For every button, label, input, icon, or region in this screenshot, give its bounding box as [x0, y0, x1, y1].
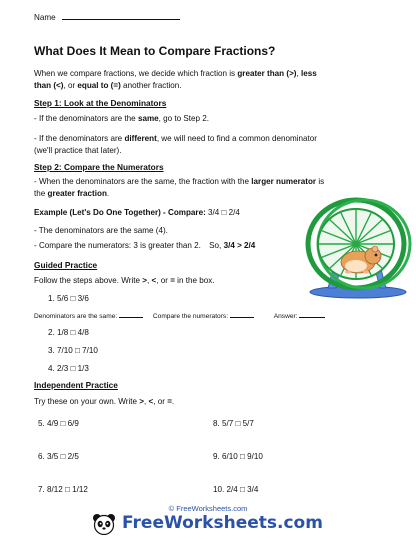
step1-text: - If the denominators are — [34, 134, 125, 143]
step2-heading: Step 2: Compare the Numerators — [34, 162, 164, 172]
intro-greater: greater than (>) — [237, 69, 297, 78]
helper-denominators-label: Denominators are the same: — [34, 313, 118, 320]
guided-text: , or — [156, 276, 171, 285]
guided-text: Follow the steps above. Write — [34, 276, 143, 285]
intro-equal: equal to (=) — [77, 81, 121, 90]
helper-denominators-blank[interactable] — [119, 311, 143, 318]
independent-item-5: 5. 4/9 □ 6/9 — [38, 419, 79, 428]
name-label: Name — [34, 13, 56, 22]
helper-answer-blank[interactable] — [299, 311, 325, 318]
footer-logo-text: FreeWorksheets.com — [122, 513, 323, 533]
example-line-1: - The denominators are the same (4). — [34, 226, 168, 235]
guided-text: in the box. — [174, 276, 215, 285]
intro-text: When we compare fractions, we decide which fraction is — [34, 69, 238, 78]
example-problem: 3/4 □ 2/4 — [208, 208, 240, 217]
step1-different: different — [124, 134, 157, 143]
footer-copyright[interactable]: © FreeWorksheets.com — [168, 504, 248, 513]
name-blank[interactable] — [62, 11, 180, 20]
independent-heading: Independent Practice — [34, 380, 118, 390]
panda-logo-icon — [92, 513, 116, 535]
independent-text: , — [144, 397, 149, 406]
step1-line-3: (we'll practice that later). — [34, 146, 122, 155]
independent-instructions — [34, 396, 174, 408]
step1-text: - If the denominators are the — [34, 114, 138, 123]
example-answer: 3/4 > 2/4 — [223, 241, 256, 250]
step2-greater-fraction: greater fraction — [47, 189, 107, 198]
guided-item-3: 3. 7/10 □ 7/10 — [48, 346, 98, 355]
step2-text: is — [316, 177, 325, 186]
symbol-equal: = — [167, 397, 172, 406]
symbol-less: < — [148, 397, 154, 406]
step1-line-2 — [34, 133, 317, 145]
guided-text: , — [147, 276, 152, 285]
example-text: - Compare the numerators: 3 is greater than 2. — [34, 241, 201, 250]
footer-logo[interactable] — [92, 512, 324, 536]
independent-text: . — [171, 397, 175, 406]
guided-helper-row — [34, 311, 325, 322]
independent-text: Try these on your own. Write — [34, 397, 140, 406]
step2-line-2 — [34, 188, 109, 200]
guided-instructions — [34, 275, 215, 287]
step1-heading: Step 1: Look at the Denominators — [34, 98, 167, 108]
example-heading-row — [34, 207, 240, 219]
independent-item-7: 7. 8/12 □ 1/12 — [38, 485, 88, 494]
step2-text: . — [106, 189, 110, 198]
symbol-greater: > — [139, 397, 144, 406]
intro-text: another fraction. — [120, 81, 182, 90]
intro-text: , or — [63, 81, 78, 90]
intro-text: , — [296, 69, 301, 78]
helper-numerators-blank[interactable] — [230, 311, 254, 318]
guided-item-4: 4. 2/3 □ 1/3 — [48, 364, 89, 373]
example-heading: Example (Let's Do One Together) - Compare: — [34, 208, 206, 217]
step2-line-1 — [34, 176, 324, 188]
example-line-2 — [34, 240, 255, 252]
step1-text: , we will need to find a common denominator — [156, 134, 317, 143]
intro-line-2 — [34, 80, 182, 92]
independent-item-9: 9. 6/10 □ 9/10 — [213, 452, 263, 461]
step1-text: , go to Step 2. — [158, 114, 210, 123]
helper-answer-label: Answer: — [273, 313, 298, 320]
independent-text: , or — [153, 397, 168, 406]
symbol-greater: > — [142, 276, 148, 285]
independent-item-6: 6. 3/5 □ 2/5 — [38, 452, 79, 461]
example-so: So, — [209, 241, 222, 250]
intro-line-1 — [34, 68, 317, 80]
symbol-equal: = — [170, 276, 175, 285]
helper-numerators-label: Compare the numerators: — [152, 313, 229, 320]
hamster-wheel-illustration — [298, 196, 416, 302]
page-title: What Does It Mean to Compare Fractions? — [34, 44, 276, 58]
step2-text: the — [34, 189, 48, 198]
intro-less: less — [301, 69, 317, 78]
step2-text: - When the denominators are the same, the fraction with the — [34, 177, 252, 186]
guided-heading: Guided Practice — [34, 260, 98, 270]
independent-item-8: 8. 5/7 □ 5/7 — [213, 419, 254, 428]
name-row — [34, 11, 180, 24]
step1-same: same — [137, 114, 159, 123]
symbol-less: < — [151, 276, 157, 285]
guided-item-1: 1. 5/6 □ 3/6 — [48, 294, 89, 303]
independent-item-10: 10. 2/4 □ 3/4 — [213, 485, 259, 494]
step2-larger-numerator: larger numerator — [251, 177, 317, 186]
step1-line-1 — [34, 113, 209, 125]
guided-item-2: 2. 1/8 □ 4/8 — [48, 328, 89, 337]
intro-less-than: than (<) — [34, 81, 64, 90]
